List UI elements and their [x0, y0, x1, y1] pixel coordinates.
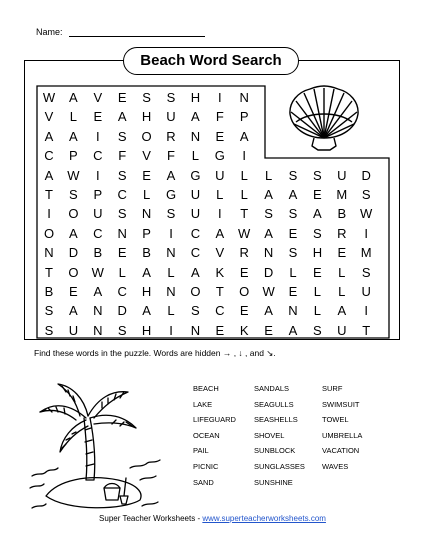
word-item: SUNGLASSES [254, 461, 305, 471]
grid-letter[interactable]: E [239, 264, 249, 280]
grid-letter[interactable]: H [141, 284, 152, 299]
grid-letter[interactable]: O [141, 128, 152, 144]
grid-letter[interactable]: R [239, 245, 249, 261]
grid-letter[interactable]: K [215, 264, 225, 280]
grid-letter[interactable]: E [313, 187, 322, 202]
grid-letter[interactable]: E [215, 128, 225, 144]
grid-letter[interactable]: A [44, 167, 54, 183]
grid-letter[interactable]: E [264, 322, 273, 338]
grid-letter[interactable]: W [91, 264, 104, 280]
footer [0, 514, 425, 523]
grid-letter[interactable]: E [239, 303, 249, 319]
grid-letter[interactable]: P [93, 187, 103, 202]
grid-letter[interactable]: U [337, 322, 347, 338]
grid-letter[interactable]: A [69, 128, 78, 144]
grid-letter[interactable]: G [165, 187, 177, 202]
grid-letter[interactable]: E [117, 245, 127, 261]
grid-letter[interactable]: U [190, 206, 201, 222]
grid-letter[interactable]: S [288, 167, 298, 183]
word-item: SEAGULLS [254, 399, 294, 409]
grid-letter[interactable]: A [264, 303, 273, 319]
grid-letter[interactable]: L [240, 167, 248, 183]
grid-letter[interactable]: V [215, 245, 225, 261]
word-item: SUNBLOCK [254, 446, 296, 456]
word-item: SHOVEL [254, 430, 285, 440]
grid-letter[interactable]: E [93, 109, 103, 125]
grid-letter[interactable]: V [44, 109, 54, 125]
grid-letter[interactable]: I [169, 225, 173, 241]
grid-letter[interactable]: P [69, 148, 78, 164]
grid-letter[interactable]: S [191, 303, 200, 319]
grid-letter[interactable]: R [337, 225, 347, 241]
grid-letter[interactable]: A [142, 264, 151, 280]
grid-letter[interactable]: U [215, 167, 225, 183]
grid-letter[interactable]: S [117, 206, 127, 222]
grid-letter[interactable]: E [215, 322, 225, 338]
grid-letter[interactable]: I [95, 167, 100, 183]
grid-letter[interactable]: F [167, 148, 175, 164]
grid-letter[interactable]: L [142, 187, 151, 202]
grid-letter[interactable]: H [190, 90, 201, 105]
grid-letter[interactable]: L [167, 264, 175, 280]
grid-letter[interactable]: S [166, 206, 176, 222]
word-item: SUNSHINE [254, 477, 293, 487]
grid-letter[interactable]: K [239, 322, 249, 338]
grid-letter[interactable]: E [288, 225, 298, 241]
grid-letter[interactable]: W [262, 284, 275, 299]
word-item: WAVES [322, 461, 349, 471]
grid-letter[interactable]: L [118, 264, 126, 280]
grid-letter[interactable]: C [215, 303, 225, 319]
grid-letter[interactable]: W [360, 206, 373, 222]
grid-letter[interactable]: C [190, 225, 201, 241]
grid-letter[interactable]: I [47, 206, 51, 222]
grid-letter[interactable]: N [44, 245, 54, 261]
grid-letter[interactable]: I [169, 322, 173, 338]
name-label: Name: [36, 27, 63, 37]
grid-letter[interactable]: S [313, 225, 322, 241]
word-item: SANDALS [254, 384, 290, 393]
grid-letter[interactable]: N [93, 303, 103, 319]
grid-letter[interactable]: B [93, 245, 103, 261]
footer-text: Super Teacher Worksheets - [99, 514, 203, 523]
word-item: OCEAN [193, 430, 220, 440]
grid-letter[interactable]: P [239, 109, 249, 125]
grid-letter[interactable]: W [42, 90, 56, 105]
grid-letter[interactable]: W [238, 225, 251, 241]
grid-letter[interactable]: C [93, 148, 103, 164]
grid-letter[interactable]: T [362, 322, 371, 338]
grid-letter[interactable]: G [214, 148, 225, 164]
grid-letter[interactable]: L [338, 284, 346, 299]
grid-letter[interactable]: V [142, 148, 151, 164]
grid-letter[interactable]: O [190, 284, 201, 299]
grid-letter[interactable]: E [69, 284, 78, 299]
grid-letter[interactable]: S [117, 322, 127, 338]
grid-letter[interactable]: C [117, 187, 127, 202]
word-item: SEASHELLS [254, 415, 298, 425]
grid-letter[interactable]: S [117, 128, 127, 144]
grid-letter[interactable]: A [166, 167, 176, 183]
grid-letter[interactable]: I [217, 90, 222, 105]
grid-letter[interactable]: S [288, 245, 298, 261]
grid-letter[interactable]: W [67, 167, 80, 183]
grid-letter[interactable]: M [336, 187, 348, 202]
grid-letter[interactable]: I [95, 128, 100, 144]
word-item: VACATION [322, 446, 360, 456]
grid-letter[interactable]: N [288, 303, 298, 319]
grid-letter[interactable]: A [288, 187, 298, 202]
grid-letter[interactable]: N [239, 90, 249, 105]
grid-letter[interactable]: A [44, 128, 54, 144]
grid-letter[interactable]: L [264, 167, 273, 183]
grid-letter[interactable]: U [337, 167, 347, 183]
grid-letter[interactable]: T [45, 264, 53, 280]
grid-letter[interactable]: L [167, 303, 175, 319]
grid-letter[interactable]: U [190, 187, 201, 202]
grid-letter[interactable]: A [264, 187, 273, 202]
grid-letter[interactable]: N [93, 322, 103, 338]
name-input-line[interactable] [69, 27, 205, 37]
grid-letter[interactable]: S [44, 303, 54, 319]
word-item: UMBRELLA [322, 430, 363, 440]
grid-letter[interactable]: N [190, 128, 201, 144]
grid-letter[interactable]: O [68, 264, 79, 280]
grid-letter[interactable]: L [216, 187, 224, 202]
word-list-column-2 [254, 381, 305, 490]
grid-letter[interactable]: A [191, 109, 200, 125]
grid-letter[interactable]: O [239, 284, 250, 299]
grid-letter[interactable]: B [44, 284, 54, 299]
grid-letter[interactable]: N [190, 322, 201, 338]
grid-letter[interactable]: S [313, 322, 322, 338]
word-item: SWIMSUIT [322, 399, 360, 409]
grid-letter[interactable]: S [313, 167, 322, 183]
grid-letter[interactable]: V [93, 90, 103, 105]
grid-letter[interactable]: N [141, 206, 152, 222]
grid-letter[interactable]: L [69, 109, 77, 125]
grid-letter[interactable]: L [338, 264, 346, 280]
grid-letter[interactable]: S [264, 206, 273, 222]
grid-letter[interactable]: A [117, 109, 127, 125]
grid-letter[interactable]: S [361, 264, 371, 280]
instructions-text: Find these words in the puzzle. Words are hidden → , ↓ , and ↘. [34, 348, 276, 358]
grid-letter[interactable]: D [117, 303, 127, 319]
grid-letter[interactable]: A [69, 90, 78, 105]
grid-letter[interactable]: H [312, 245, 323, 261]
grid-letter[interactable]: E [288, 284, 298, 299]
name-field-row [36, 27, 205, 37]
grid-letter[interactable]: C [117, 284, 127, 299]
grid-letter[interactable]: M [360, 245, 372, 261]
grid-letter[interactable]: S [117, 167, 127, 183]
grid-letter[interactable]: A [93, 284, 103, 299]
grid-letter[interactable]: C [190, 245, 201, 261]
grid-letter[interactable]: T [240, 206, 249, 222]
word-list-column-3 [322, 381, 362, 475]
grid-letter[interactable]: L [313, 303, 321, 319]
grid-letter[interactable]: L [191, 148, 199, 164]
word-item: LAKE [193, 399, 213, 409]
word-item: BEACH [193, 384, 219, 393]
grid-letter[interactable]: T [215, 284, 224, 299]
grid-letter[interactable]: S [44, 322, 54, 338]
grid-letter[interactable]: L [313, 284, 321, 299]
grid-letter[interactable]: S [166, 90, 176, 105]
grid-letter[interactable]: I [364, 303, 368, 319]
grid-letter[interactable]: C [93, 225, 103, 241]
word-item: LIFEGUARD [193, 415, 236, 425]
grid-letter[interactable]: B [337, 206, 347, 222]
grid-letter[interactable]: A [337, 303, 347, 319]
grid-letter[interactable]: A [264, 225, 273, 241]
grid-letter[interactable]: S [288, 206, 298, 222]
grid-letter[interactable]: N [166, 284, 176, 299]
grid-letter[interactable]: E [117, 90, 127, 105]
grid-letter[interactable]: I [217, 206, 222, 222]
grid-letter[interactable]: A [239, 128, 249, 144]
page-title: Beach Word Search [123, 47, 299, 75]
grid-letter[interactable]: A [69, 303, 78, 319]
grid-letter[interactable]: G [190, 167, 201, 183]
word-item: TOWEL [322, 415, 349, 425]
grid-letter[interactable]: H [141, 322, 152, 338]
grid-letter[interactable]: D [361, 167, 371, 183]
grid-letter[interactable]: O [43, 225, 55, 241]
grid-letter[interactable]: P [142, 225, 151, 241]
grid-letter[interactable]: A [142, 303, 151, 319]
grid-letter[interactable]: A [215, 225, 225, 241]
grid-letter[interactable]: L [289, 264, 297, 280]
grid-letter[interactable]: D [263, 264, 274, 280]
grid-letter[interactable]: C [44, 148, 54, 164]
grid-letter[interactable]: S [142, 90, 151, 105]
word-item: SAND [193, 477, 214, 487]
grid-letter[interactable]: U [93, 206, 103, 222]
grid-letter[interactable]: A [191, 264, 200, 280]
grid-letter[interactable]: I [364, 225, 368, 241]
grid-letter[interactable]: N [117, 225, 127, 241]
word-item: PAIL [193, 446, 209, 456]
grid-letter[interactable]: H [141, 109, 152, 125]
grid-letter[interactable]: U [166, 109, 176, 125]
grid-letter[interactable]: B [142, 245, 151, 261]
grid-letter[interactable]: R [166, 128, 176, 144]
grid-letter[interactable]: L [240, 187, 248, 202]
grid-letter[interactable]: N [166, 245, 176, 261]
seashell-icon [284, 84, 364, 154]
grid-letter[interactable]: A [313, 206, 322, 222]
grid-letter[interactable]: E [337, 245, 347, 261]
grid-letter[interactable]: U [68, 322, 79, 338]
grid-letter[interactable]: E [313, 264, 322, 280]
grid-letter[interactable]: F [215, 109, 224, 125]
palm-tree-island-icon [28, 368, 168, 518]
grid-letter[interactable]: T [45, 187, 53, 202]
word-item: PICNIC [193, 461, 219, 471]
footer-link[interactable]: www.superteacherworksheets.com [202, 514, 326, 523]
grid-letter[interactable]: N [263, 245, 274, 261]
grid-letter[interactable]: S [361, 187, 371, 202]
grid-letter[interactable]: D [68, 245, 79, 261]
grid-letter[interactable]: A [288, 322, 298, 338]
grid-letter[interactable]: U [361, 284, 371, 299]
grid-letter[interactable]: I [242, 148, 246, 164]
grid-letter[interactable]: S [69, 187, 78, 202]
grid-letter[interactable]: F [118, 148, 127, 164]
grid-letter[interactable]: O [68, 206, 79, 222]
word-item: SURF [322, 384, 343, 393]
word-list-column-1 [193, 381, 236, 490]
grid-letter[interactable]: E [142, 167, 151, 183]
grid-letter[interactable]: A [69, 225, 78, 241]
